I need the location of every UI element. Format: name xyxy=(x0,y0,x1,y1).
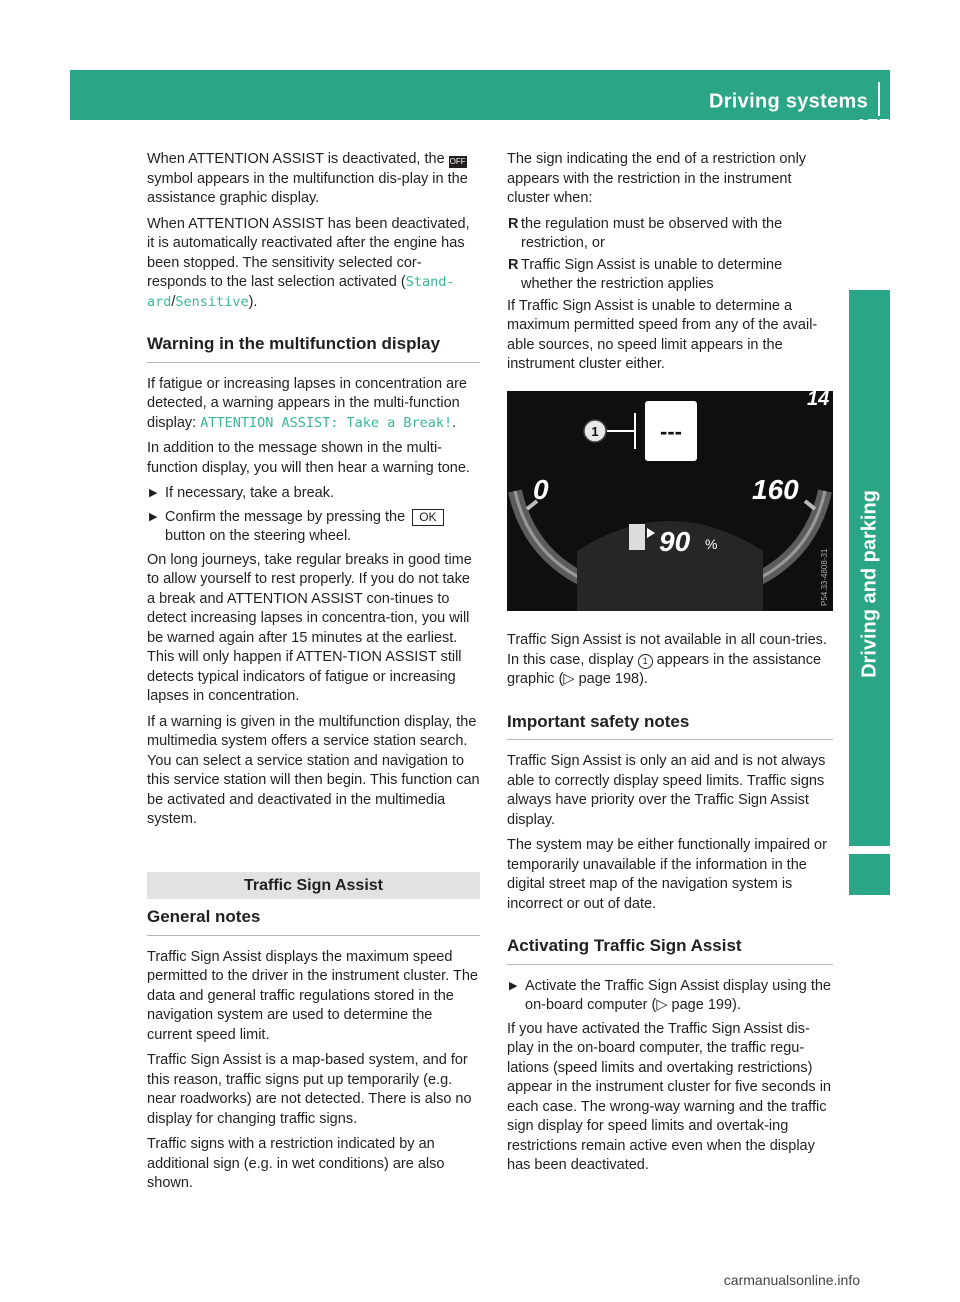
text: / xyxy=(171,293,176,310)
heading-safety-notes: Important safety notes xyxy=(507,712,833,741)
text: appears in the assistance graphic ( xyxy=(507,651,822,687)
paragraph xyxy=(147,375,480,434)
paragraph: The system may be either functionally impaired or temporarily unavailable if the information in the digital street map of the navigation system is incorrect or out of date. xyxy=(507,837,827,912)
text: When ATTENTION ASSIST is deactivated, the xyxy=(147,151,445,167)
paragraph: If Traffic Sign Assist is unable to determine a maximum permitted speed from any of the avail-able sources, no speed limit appears in the instrument cluster either. xyxy=(507,297,818,372)
heading-traffic-sign-assist: Traffic Sign Assist xyxy=(147,872,480,900)
step-item xyxy=(147,484,480,504)
heading-general-notes: General notes xyxy=(147,907,480,936)
step-text: Activate the Traffic Sign Assist display using the on-board computer ( xyxy=(525,977,832,1013)
attention-assist-off-icon: OFF xyxy=(449,157,466,166)
instrument-cluster-image xyxy=(507,391,833,611)
step-item xyxy=(507,977,833,1016)
text: When ATTENTION ASSIST has been deactivated, it is automatically reactivated after the engine has been stopped. The sensitivity selected cor-responds to the last selection activated ( xyxy=(147,215,470,290)
bullet-icon: R xyxy=(508,215,519,232)
paragraph xyxy=(147,215,480,313)
display-message: ATTENTION ASSIST: Take a Break! xyxy=(200,414,453,431)
option-standard: Stand-ard xyxy=(147,274,455,310)
heading-warning: Warning in the multifunction display xyxy=(147,334,480,363)
step-arrow-icon: ▶ xyxy=(509,979,518,992)
fuel-level: 90 xyxy=(659,525,691,557)
page-ref-link[interactable]: ▷ page 199 xyxy=(656,997,733,1013)
step-text: Confirm the message by pressing the xyxy=(165,508,406,525)
callout-1-label: 1 xyxy=(591,423,599,439)
list-item xyxy=(507,215,833,254)
fuel-unit: % xyxy=(705,535,718,552)
list-item xyxy=(507,256,833,295)
text: Traffic Sign Assist is not available in all coun-tries. In this case, display xyxy=(507,632,827,668)
text: symbol appears in the multifunction dis-play in the assistance graphic display. xyxy=(147,170,468,206)
figure-code: P54.33-4808-31 xyxy=(820,548,829,606)
paragraph: The sign indicating the end of a restriction only appears with the restriction in the instrument cluster when: xyxy=(507,151,807,206)
option-sensitive: Sensitive xyxy=(175,293,249,310)
paragraph: Traffic signs with a restriction indicated by an additional sign (e.g. in wet conditions) are also shown. xyxy=(147,1136,445,1191)
paragraph: Traffic Sign Assist is a map-based system, and for this reason, traffic signs put up temporarily (e.g. near roadworks) are not detected. There is also no display for changing traffic signs. xyxy=(147,1052,472,1127)
speed-label-160: 160 xyxy=(752,473,799,505)
left-column xyxy=(147,150,480,1200)
ok-key-icon: OK xyxy=(412,509,443,526)
side-tab-square xyxy=(849,854,890,895)
paragraph: On long journeys, take regular breaks in good time to allow yourself to rest properly. If you do not take a break and ATTENTION ASSIST con-tinues to detect increasing lapses in concentra-tion, you will be warned again after 15 minutes at the earliest. This will only happen if ATTEN-TION ASSIST still detects typical indicators of fatigue or increasing lapses in concentration. xyxy=(147,551,472,704)
right-column xyxy=(507,150,833,1182)
speed-label-top: 14 xyxy=(807,390,830,410)
fuel-pump-icon xyxy=(629,524,645,550)
paragraph xyxy=(147,150,480,209)
page-number: 177 xyxy=(855,116,890,138)
paragraph: Traffic Sign Assist displays the maximum speed permitted to the driver in the instrument cluster. The data and general traffic regulations stored in the navigation system are used to determine the current speed limit. xyxy=(147,948,478,1043)
step-text: button on the steering wheel. xyxy=(165,528,352,544)
text: If fatigue or increasing lapses in concentration are detected, a warning appears in the multi-function display: xyxy=(147,375,467,431)
bullet-icon: R xyxy=(508,256,519,273)
header-separator xyxy=(878,82,880,116)
step-item xyxy=(147,508,480,547)
paragraph xyxy=(507,631,833,690)
header-title xyxy=(690,88,890,139)
paragraph: If you have activated the Traffic Sign Assist dis-play in the on-board computer, the traffic regu-lations (speed limits and overtaking restrictions) appear in the instrument cluster for five seconds in each case. The wrong-way warning and the traffic sign display for speed limits and overtak-ing restrictions remain active even when the display has been deactivated. xyxy=(507,1020,831,1173)
section-title: Driving systems xyxy=(708,90,868,113)
paragraph: In addition to the message shown in the multi-function display, you will then hear a warning tone. xyxy=(147,440,470,476)
callout-1-icon: 1 xyxy=(638,654,653,669)
paragraph: If a warning is given in the multifunction display, the multimedia system offers a service station search. You can select a service station and navigation to this service station will then begin. This function can be activated and deactivated in the multimedia system. xyxy=(147,713,480,827)
text: ). xyxy=(248,293,258,310)
step-arrow-icon: ▶ xyxy=(149,510,158,523)
side-tab-label: Driving and parking xyxy=(858,490,881,678)
step-text: ). xyxy=(732,997,741,1013)
watermark: carmanualsonline.info xyxy=(723,1272,860,1288)
speed-limit-sign-text: --- xyxy=(660,418,682,444)
step-text: If necessary, take a break. xyxy=(165,485,334,501)
speed-label-0: 0 xyxy=(533,473,549,505)
paragraph: Traffic Sign Assist is only an aid and is not always able to correctly display speed limits. Traffic signs always have priority over the Traffic Sign Assist display. xyxy=(507,753,826,828)
page-ref-link[interactable]: ▷ page 198 xyxy=(563,671,640,687)
heading-activating: Activating Traffic Sign Assist xyxy=(507,936,833,965)
text: . xyxy=(452,414,457,431)
list-text: Traffic Sign Assist is unable to determine whether the restriction applies xyxy=(521,256,783,292)
list-text: the regulation must be observed with the restriction, or xyxy=(521,215,783,251)
text: ). xyxy=(639,671,648,687)
step-arrow-icon: ▶ xyxy=(149,487,158,499)
